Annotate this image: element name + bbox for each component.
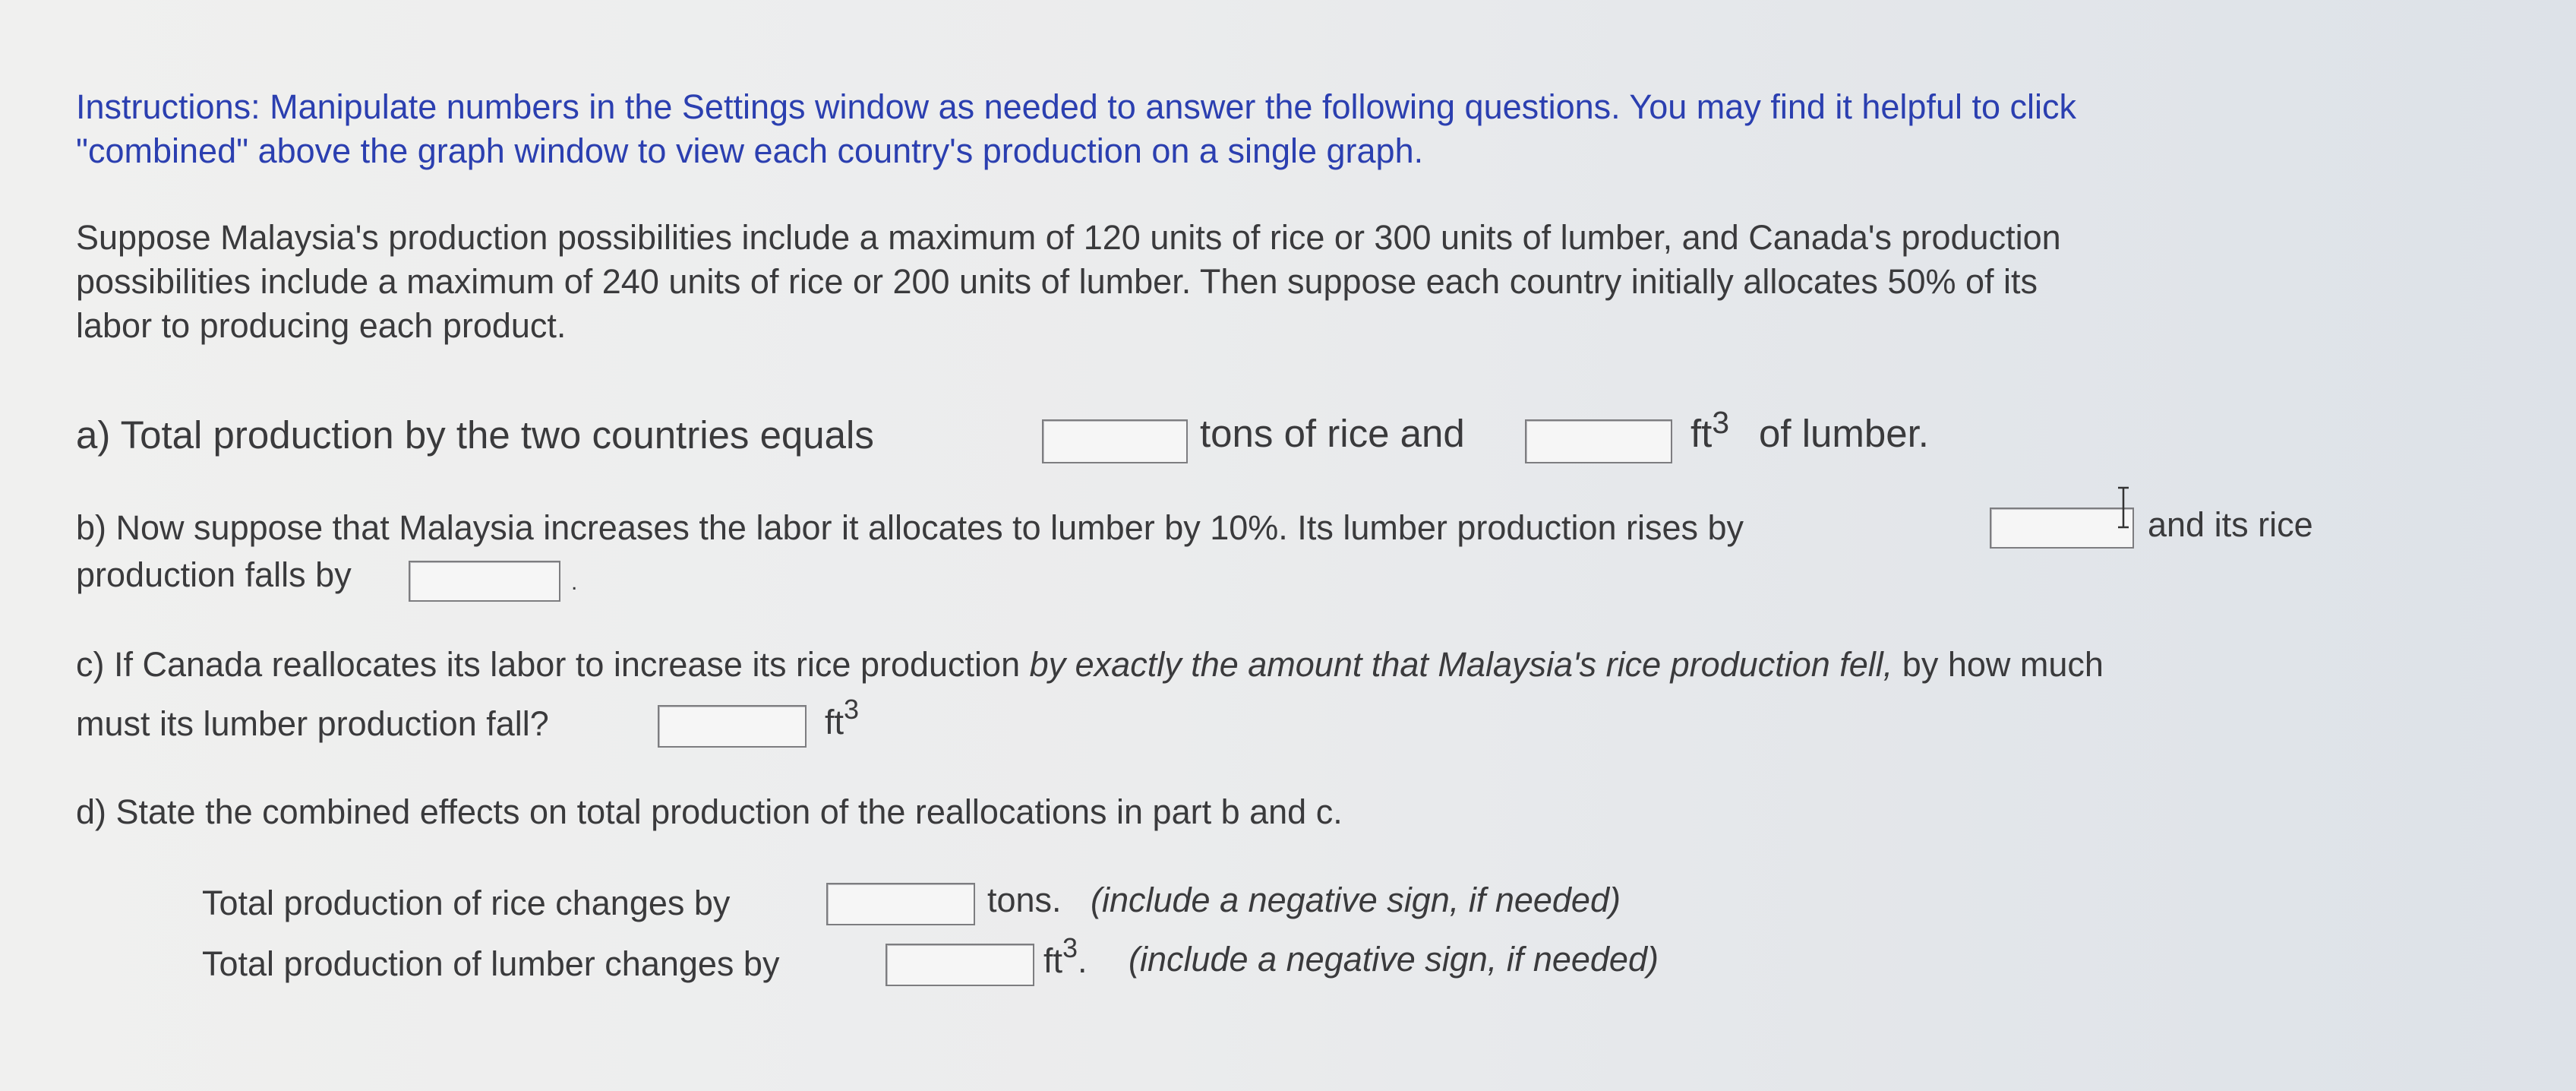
part-a-rice-input[interactable] [1042, 419, 1188, 463]
part-c-line-2: must its lumber production fall? [76, 704, 549, 743]
part-b-line-1-end: and its rice [2148, 505, 2313, 544]
part-d-rice-unit: tons. [987, 881, 1062, 919]
part-c-lumber-input[interactable] [658, 705, 807, 748]
part-c-prefix: c) If Canada reallocates its labor to increase its rice production [76, 645, 1021, 684]
scenario-line-3: labor to producing each product. [76, 306, 567, 345]
part-a-rice-unit: tons of rice and [1200, 412, 1465, 455]
scenario-line-2: possibilities include a maximum of 240 units of rice or 200 units of lumber. Then suppose each country initially allocates 50% of its [76, 262, 2038, 301]
part-b-lumber-input[interactable] [1990, 508, 2134, 549]
part-d-rice-note: (include a negative sign, if needed) [1091, 881, 1621, 919]
part-a-prefix: a) Total production by the two countries equals [76, 413, 874, 457]
part-d-rice-input[interactable] [826, 883, 975, 925]
exponent: 3 [844, 694, 860, 725]
part-c-unit: $ft^3$ [825, 694, 860, 742]
part-d-lumber-label: Total production of lumber changes by [202, 944, 780, 983]
part-d-lumber-note: (include a negative sign, if needed) [1129, 940, 1659, 979]
scenario-line-1: Suppose Malaysia's production possibilities include a maximum of 120 units of rice or 300 units of lumber, and Canada's production [76, 218, 2061, 257]
exponent: 3 [1712, 405, 1730, 440]
part-c-italic: by exactly the amount that Malaysia's rice production fell, [1029, 645, 1893, 684]
part-d-heading: d) State the combined effects on total production of the reallocations in part b and c. [76, 792, 1343, 831]
part-c-suffix: by how much [1902, 645, 2104, 684]
instructions-line-1: Instructions: Manipulate numbers in the Settings window as needed to answer the following questions. You may find it helpful to click [76, 87, 2077, 126]
part-c-line-1 [76, 643, 2104, 687]
part-b-rice-input[interactable] [409, 561, 560, 602]
part-d-lumber-unit: $ft^3$. [1043, 932, 1088, 980]
part-a-suffix: of lumber. [1759, 412, 1929, 455]
part-b-line-1: b) Now suppose that Malaysia increases the labor it allocates to lumber by 10%. Its lumber production rises by [76, 508, 1744, 547]
part-b-line-2: production falls by [76, 555, 352, 594]
exponent: 3 [1062, 932, 1078, 963]
part-b-line-2-end: . [571, 570, 578, 595]
part-a-lumber-unit: $ft^3$ [1690, 405, 1730, 455]
part-a-lumber-input[interactable] [1525, 419, 1672, 463]
part-d-rice-label: Total production of rice changes by [202, 884, 731, 922]
instructions-line-2: "combined" above the graph window to view each country's production on a single graph. [76, 131, 1424, 170]
part-d-lumber-input[interactable] [886, 944, 1034, 986]
text-cursor-icon [2116, 486, 2131, 529]
